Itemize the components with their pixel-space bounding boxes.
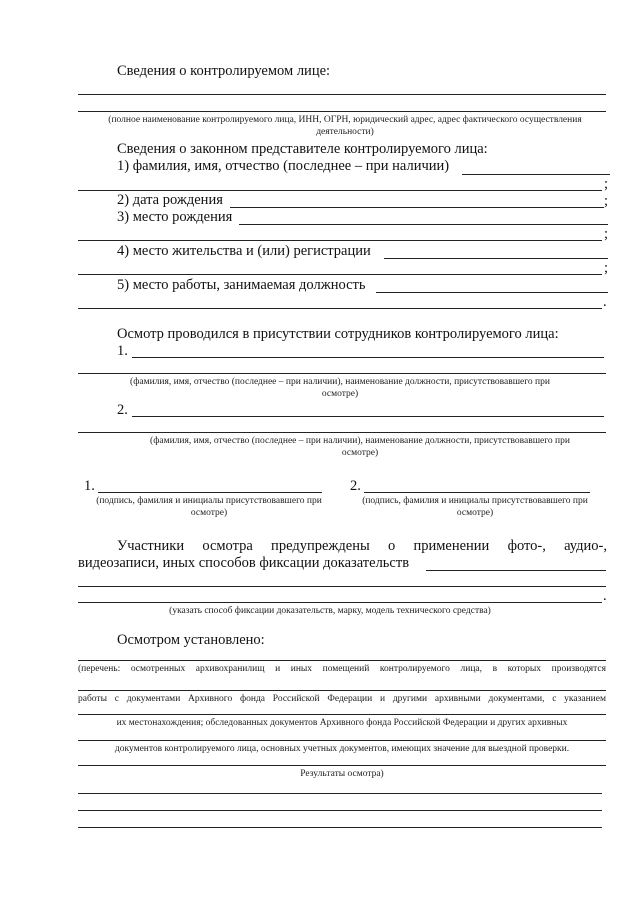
findings-hint-1: (перечень: осмотренных архивохранилищ и иных помещений контролируемого лица, в которых производятся bbox=[78, 664, 606, 674]
period: . bbox=[603, 294, 607, 310]
representative-item-5: 5) место работы, занимаемая должность bbox=[117, 277, 366, 293]
fill-line[interactable] bbox=[78, 827, 602, 828]
semicolon: ; bbox=[604, 193, 609, 209]
representative-heading: Сведения о законном представителе контролируемого лица: bbox=[117, 141, 488, 157]
warning-line-2: видеозаписи, иных способов фиксации доказательств bbox=[78, 555, 410, 571]
signature-hint-1: (подпись, фамилия и инициалы присутствовавшего при осмотре) bbox=[96, 496, 322, 518]
fill-line[interactable] bbox=[78, 373, 606, 374]
fill-line[interactable] bbox=[78, 793, 602, 794]
signature-hint-2: (подпись, фамилия и инициалы присутствовавшего при осмотре) bbox=[362, 496, 588, 518]
findings-heading: Осмотром установлено: bbox=[117, 632, 265, 648]
fill-line[interactable] bbox=[78, 308, 602, 309]
representative-item-3: 3) место рождения bbox=[117, 209, 233, 225]
fill-line[interactable] bbox=[78, 240, 602, 241]
fill-line[interactable] bbox=[230, 207, 604, 208]
fill-line[interactable] bbox=[132, 357, 604, 358]
signature-number-1: 1. bbox=[84, 478, 95, 494]
fill-line[interactable] bbox=[78, 111, 606, 112]
controlled-person-hint: (полное наименование контролируемого лица, ИНН, ОГРН, юридический адрес, адрес фактического осуществления деятельности) bbox=[108, 115, 582, 137]
warning-line-1: Участники осмотра предупреждены о применении фото-, аудио-, bbox=[117, 538, 607, 554]
employee-hint-2: (фамилия, имя, отчество (последнее – при наличии), наименование должности, присутствовавшего при осмотре) bbox=[150, 436, 570, 458]
fill-line[interactable] bbox=[78, 586, 606, 587]
findings-hint-4: документов контролируемого лица, основных учетных документов, имеющих значение для выездной проверки. bbox=[114, 744, 570, 754]
semicolon: ; bbox=[604, 260, 609, 276]
representative-item-2: 2) дата рождения bbox=[117, 192, 223, 208]
employee-number-2: 2. bbox=[117, 402, 128, 418]
findings-hint-5: Результаты осмотра) bbox=[300, 769, 384, 779]
fill-line[interactable] bbox=[384, 258, 608, 259]
signature-line[interactable] bbox=[98, 492, 322, 493]
fill-line[interactable] bbox=[462, 174, 610, 175]
signature-line[interactable] bbox=[364, 492, 590, 493]
controlled-person-heading: Сведения о контролируемом лице: bbox=[117, 63, 331, 79]
fill-line[interactable] bbox=[78, 94, 606, 95]
fill-line[interactable] bbox=[426, 570, 606, 571]
fill-line[interactable] bbox=[78, 810, 602, 811]
employee-number-1: 1. bbox=[117, 343, 128, 359]
fill-line[interactable] bbox=[239, 224, 608, 225]
fill-line[interactable] bbox=[78, 660, 606, 661]
fill-line[interactable] bbox=[78, 432, 606, 433]
semicolon: ; bbox=[604, 176, 609, 192]
fill-line[interactable] bbox=[78, 714, 606, 715]
semicolon: ; bbox=[604, 226, 609, 242]
fill-line[interactable] bbox=[376, 292, 608, 293]
signature-number-2: 2. bbox=[350, 478, 361, 494]
fill-line[interactable] bbox=[132, 416, 604, 417]
findings-hint-3: их местонахождения; обследованных документов Архивного фонда Российской Федерации и других архивных bbox=[116, 718, 568, 728]
employee-hint-1: (фамилия, имя, отчество (последнее – при наличии), наименование должности, присутствовавшего при осмотре) bbox=[130, 377, 550, 399]
warning-hint: (указать способ фиксации доказательств, марку, модель технического средства) bbox=[169, 606, 491, 616]
fill-line[interactable] bbox=[78, 602, 602, 603]
period: . bbox=[603, 588, 607, 604]
fill-line[interactable] bbox=[78, 690, 606, 691]
fill-line[interactable] bbox=[78, 765, 606, 766]
representative-item-4: 4) место жительства и (или) регистрации bbox=[117, 243, 371, 259]
fill-line[interactable] bbox=[78, 740, 606, 741]
findings-hint-2: работы с документами Архивного фонда Российской Федерации и другими архивными документами, с указанием bbox=[78, 694, 606, 704]
representative-item-1: 1) фамилия, имя, отчество (последнее – при наличии) bbox=[117, 158, 450, 174]
employees-heading: Осмотр проводился в присутствии сотрудников контролируемого лица: bbox=[117, 326, 559, 342]
fill-line[interactable] bbox=[78, 274, 602, 275]
fill-line[interactable] bbox=[78, 190, 602, 191]
